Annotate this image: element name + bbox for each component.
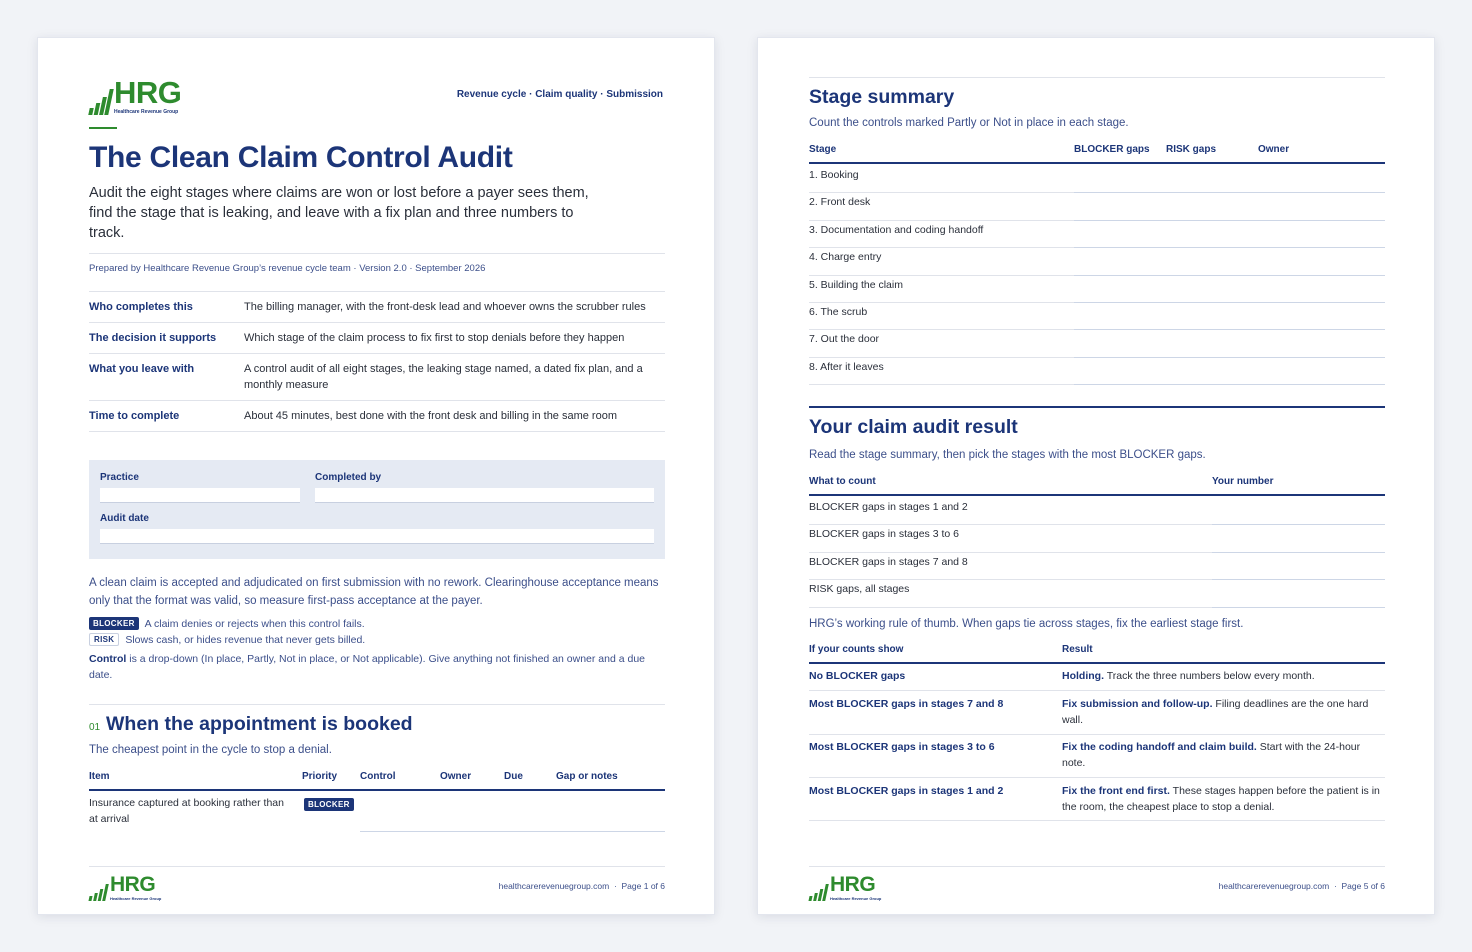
section-title: When the appointment is booked [106, 713, 413, 735]
rule-result-text: Start with the 24-hour note. [1062, 741, 1361, 769]
rule-result-bold: Holding. [1062, 670, 1104, 682]
footer-page-number: Page 5 of 6 [1341, 881, 1385, 891]
stage-table-rule [809, 162, 1385, 164]
clean-claim-paragraph: A clean claim is accepted and adjudicated on first submission with no rework. Clearinghouse acceptance means only that the format was valid, so measure first-pass acceptance at the payer. [89, 577, 659, 607]
result-section-rule [809, 406, 1385, 408]
row-divider [809, 579, 1212, 580]
rule-result-bold: Fix the front end first. [1062, 785, 1170, 797]
rule-condition: Most BLOCKER gaps in stages 7 and 8 [809, 698, 1004, 710]
stage-name: 6. The scrub [809, 306, 868, 318]
rule-result [1062, 696, 1382, 728]
row-item: Insurance captured at booking rather than at arrival [89, 797, 284, 825]
row-divider [809, 820, 1385, 821]
row-divider [809, 524, 1212, 525]
legend-blocker [89, 617, 365, 630]
info-key: Who completes this [89, 301, 193, 313]
table-header-rule [89, 789, 665, 791]
col-header-due: Due [504, 771, 523, 782]
logo-letters: HRG [114, 75, 182, 110]
info-key: The decision it supports [89, 332, 217, 344]
stage-name: 1. Booking [809, 169, 859, 181]
section-number: 01 [89, 722, 101, 733]
row-divider [809, 192, 1074, 193]
rule-result-bold: Fix the coding handoff and claim build. [1062, 741, 1257, 753]
row-divider [809, 275, 1074, 276]
rule-result-text: Filing deadlines are the one hard wall. [1062, 698, 1369, 726]
col-header-stage: Stage [809, 144, 837, 155]
control-word: Control [89, 653, 127, 665]
row-divider [809, 384, 1074, 385]
logo-bars-icon [809, 884, 827, 901]
rule-result [1062, 783, 1382, 815]
your-number-field[interactable] [1212, 552, 1385, 553]
accent-rule [89, 127, 117, 129]
result-subtitle: Read the stage summary, then pick the stages with the most BLOCKER gaps. [809, 449, 1206, 461]
practice-field[interactable] [100, 488, 300, 503]
col-header-owner: Owner [1258, 144, 1290, 155]
col-header-gap: Gap or notes [556, 771, 618, 782]
logo-bars-icon [89, 89, 111, 115]
rule-condition: No BLOCKER gaps [809, 670, 906, 682]
col-header-result: Result [1062, 644, 1093, 655]
stage-entry-line[interactable] [1074, 247, 1385, 248]
blocker-description: A claim denies or rejects when this control fails. [144, 617, 365, 630]
rule-of-thumb-note: HRG’s working rule of thumb. When gaps tie across stages, fix the earliest stage first. [809, 618, 1244, 630]
header-tags: Revenue cycle · Claim quality · Submission [456, 89, 663, 100]
info-table [89, 291, 665, 432]
audit-date-label: Audit date [100, 513, 149, 524]
rule-result-text: Track the three numbers below every month. [1104, 670, 1315, 682]
info-row [89, 323, 665, 354]
divider [89, 253, 665, 254]
stage-name: 2. Front desk [809, 196, 871, 209]
document-page-1 [37, 37, 715, 915]
col-header-what-to-count: What to count [809, 476, 876, 487]
stage-name: 5. Building the claim [809, 278, 903, 291]
col-header-blocker-gaps: BLOCKER gaps [1074, 144, 1150, 155]
audit-details-form [89, 460, 665, 559]
rules-table-rule [809, 662, 1385, 664]
prepared-by-line: Prepared by Healthcare Revenue Group’s revenue cycle team · Version 2.0 · September 2026 [89, 263, 486, 274]
risk-description: Slows cash, or hides revenue that never gets billed. [125, 633, 366, 646]
row-divider [809, 734, 1385, 735]
lead-paragraph: Audit the eight stages where claims are won or lost before a payer sees them, find the stage that is leaking, and leave with a fix plan and three numbers to track. [89, 185, 589, 241]
row-divider [809, 777, 1385, 778]
your-number-field[interactable] [1212, 579, 1385, 580]
row-divider [809, 357, 1074, 358]
stage-entry-line[interactable] [1074, 384, 1385, 385]
col-header-priority: Priority [302, 771, 338, 782]
info-value: The billing manager, with the front-desk lead and whoever owns the scrubber rules [244, 301, 646, 313]
page-title: The Clean Claim Control Audit [89, 141, 513, 174]
practice-label: Practice [100, 472, 139, 483]
count-table-rule [809, 494, 1385, 496]
top-divider [809, 77, 1385, 78]
legend-risk [89, 633, 365, 646]
row-divider [809, 220, 1074, 221]
row-divider [809, 247, 1074, 248]
control-note [89, 651, 669, 683]
stage-summary-title: Stage summary [809, 86, 955, 108]
rule-result-text: These stages happen before the patient is in the room, the cheapest place to stop a denial. [1062, 785, 1380, 813]
row-divider [809, 329, 1074, 330]
row-divider [809, 690, 1385, 691]
info-key: What you leave with [89, 363, 195, 375]
count-label: BLOCKER gaps in stages 3 to 6 [809, 528, 959, 541]
rule-result-bold: Fix submission and follow-up. [1062, 698, 1213, 710]
control-description: is a drop-down (In place, Partly, Not in place, or Not applicable). Give anything not finished an owner and a due date. [89, 653, 646, 681]
row-input-line[interactable] [360, 831, 665, 832]
your-number-field[interactable] [1212, 524, 1385, 525]
col-header-risk-gaps: RISK gaps [1166, 144, 1217, 155]
stage-name: 3. Documentation and coding handoff [809, 223, 984, 236]
count-label: RISK gaps, all stages [809, 583, 910, 596]
info-value: A control audit of all eight stages, the leaking stage named, a dated fix plan, and a monthly measure [244, 363, 643, 391]
stage-entry-line[interactable] [1074, 275, 1385, 276]
col-header-item: Item [89, 771, 110, 782]
logo-bars-icon [89, 884, 107, 901]
stage-entry-line[interactable] [1074, 357, 1385, 358]
footer-site: healthcarerevenuegroup.com [498, 881, 610, 891]
logo-letters: HRG [830, 873, 876, 896]
info-value: About 45 minutes, best done with the front desk and billing in the same room [244, 410, 617, 422]
blocker-badge: BLOCKER [89, 617, 139, 630]
rule-condition: Most BLOCKER gaps in stages 3 to 6 [809, 741, 995, 753]
risk-badge: RISK [89, 633, 119, 646]
row-divider [809, 607, 1212, 608]
count-label: BLOCKER gaps in stages 7 and 8 [809, 555, 968, 568]
stage-name: 4. Charge entry [809, 251, 882, 264]
footer-separator: · [613, 881, 617, 891]
logo-letters: HRG [110, 873, 156, 896]
stage-entry-line[interactable] [1074, 192, 1385, 193]
logo-subtitle: Healthcare Revenue Group [114, 109, 179, 115]
info-row [89, 292, 665, 323]
section-divider [89, 704, 665, 705]
info-key: Time to complete [89, 410, 180, 422]
row-divider [809, 302, 1074, 303]
result-title: Your claim audit result [809, 416, 1018, 438]
document-page-5 [757, 37, 1435, 915]
footer-text [1219, 881, 1385, 891]
footer-logo [809, 874, 881, 901]
rule-condition: Most BLOCKER gaps in stages 1 and 2 [809, 785, 1004, 797]
logo-subtitle: Healthcare Revenue Group [830, 896, 882, 901]
logo-subtitle: Healthcare Revenue Group [110, 896, 162, 901]
footer-logo [89, 874, 161, 901]
rule-result [1062, 668, 1382, 684]
stage-name: 8. After it leaves [809, 360, 884, 373]
audit-date-field[interactable] [100, 529, 654, 544]
stage-summary-subtitle: Count the controls marked Partly or Not in place in each stage. [809, 117, 1129, 129]
col-header-your-number: Your number [1212, 476, 1274, 487]
hrg-logo [89, 77, 181, 115]
footer-site: healthcarerevenuegroup.com [1218, 881, 1330, 891]
row-divider [809, 552, 1212, 553]
col-header-control: Control [360, 771, 396, 782]
section-subtitle: The cheapest point in the cycle to stop a denial. [89, 744, 332, 756]
stage-entry-line[interactable] [1074, 220, 1385, 221]
info-row [89, 354, 665, 401]
completed-by-field[interactable] [315, 488, 654, 503]
col-header-if-counts-show: If your counts show [809, 644, 904, 655]
footer-rule [89, 866, 665, 867]
info-value: Which stage of the claim process to fix first to stop denials before they happen [244, 332, 625, 344]
col-header-owner: Owner [440, 771, 472, 782]
completed-by-label: Completed by [315, 472, 382, 483]
footer-page-number: Page 1 of 6 [621, 881, 665, 891]
footer-rule [809, 866, 1385, 867]
count-label: BLOCKER gaps in stages 1 and 2 [809, 501, 968, 513]
row-priority-badge: BLOCKER [304, 798, 354, 811]
stage-entry-line[interactable] [1074, 302, 1385, 303]
footer-separator: · [1333, 881, 1337, 891]
stage-name: 7. Out the door [809, 333, 880, 346]
info-row [89, 401, 665, 432]
footer-text [499, 881, 665, 891]
your-number-field[interactable] [1212, 607, 1385, 608]
stage-entry-line[interactable] [1074, 329, 1385, 330]
rule-result [1062, 739, 1382, 771]
